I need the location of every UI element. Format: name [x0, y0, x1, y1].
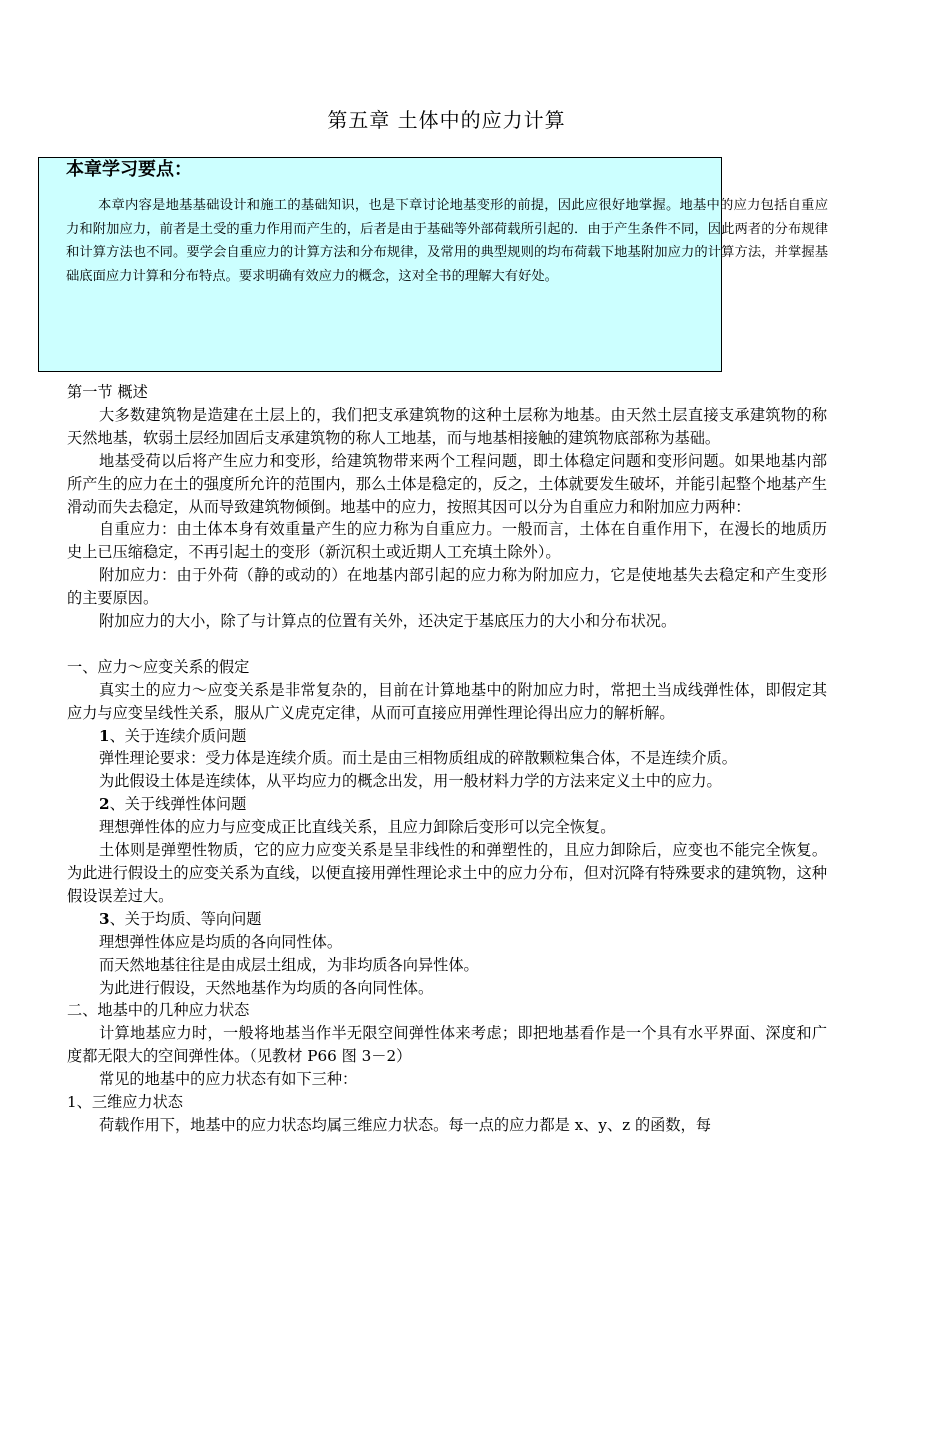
section-heading: 第一节 概述 — [67, 383, 148, 401]
paragraph: 理想弹性体应是均质的各向同性体。 — [99, 932, 342, 951]
paragraph: 地基受荷以后将产生应力和变形，给建筑物带来两个工程问题，即土体稳定问题和变形问题。如果地基内部所产生的应力在土的强度所允许的范围内，那么土体是稳定的，反之，土体就要发生破坏，并能引起整个地基产生滑动而失去稳定，从而导致建筑物倾倒。地基中的应力，按照其因可以分为自重应力和附加应力两种： — [67, 451, 827, 516]
subsection-heading: 一、应力～应变关系的假定 — [67, 657, 250, 676]
paragraph: 常见的地基中的应力状态有如下三种： — [99, 1070, 358, 1089]
item-number: 2 — [99, 795, 110, 814]
paragraph: 土体则是弹塑性物质，它的应力应变关系是呈非线性的和弹塑性的，且应力卸除后，应变也不能完全恢复。为此进行假设土的应变关系为直线，以便直接用弹性理论求土中的应力分布，但对沉降有特殊要求的建筑物，这种假设误差过大。 — [67, 841, 827, 905]
item-heading — [67, 908, 827, 931]
item-number: 3 — [99, 909, 110, 928]
paragraph: 真实土的应力～应变关系是非常复杂的，目前在计算地基中的附加应力时，常把土当成线弹性体，即假定其应力与应变呈线性关系，服从广义虎克定律，从而可直接应用弹性理论得出应力的解析解。 — [67, 680, 827, 722]
paragraph: 为此进行假设，天然地基作为均质的各向同性体。 — [99, 978, 434, 997]
main-content — [67, 381, 827, 1137]
paragraph: 而天然地基往往是由成层土组成，为非均质各向异性体。 — [99, 955, 479, 974]
paragraph: 理想弹性体的应力与应变成正比直线关系，且应力卸除后变形可以完全恢复。 — [99, 818, 616, 837]
item-title: 、关于连续介质问题 — [109, 726, 247, 745]
paragraph: 为此假设土体是连续体，从平均应力的概念出发，用一般材料力学的方法来定义土中的应力。 — [99, 772, 722, 791]
sub-heading: 1、三维应力状态 — [67, 1093, 183, 1112]
item-heading — [67, 793, 827, 816]
subsection-heading: 二、地基中的几种应力状态 — [67, 1001, 250, 1020]
key-points-text: 本章内容是地基基础设计和施工的基础知识，也是下章讨论地基变形的前提，因此应很好地掌握。地基中的应力包括自重应力和附加应力，前者是土受的重力作用而产生的，后者是由于基础等外部荷载所引起的．由于产生条件不同，因此两者的分布规律和计算方法也不同。要学会自重应力的计算方法和分布规律，及常用的典型规则的均布荷载下地基附加应力的计算方法，并掌握基础底面应力计算和分布特点。要求明确有效应力的概念，这对全书的理解大有好处。 — [66, 198, 828, 284]
paragraph: 附加应力：由于外荷（静的或动的）在地基内部引起的应力称为附加应力，它是使地基失去稳定和产生变形的主要原因。 — [67, 566, 827, 608]
key-points-heading: 本章学习要点： — [66, 159, 192, 180]
paragraph: 荷载作用下，地基中的应力状态均属三维应力状态。每一点的应力都是 x、y、z 的函数，每 — [99, 1115, 711, 1134]
paragraph: 计算地基应力时，一般将地基当作半无限空间弹性体来考虑；即把地基看作是一个具有水平界面、深度和广度都无限大的空间弹性体。（见教材 P66 图 3－2） — [67, 1024, 827, 1066]
paragraph: 自重应力：由土体本身有效重量产生的应力称为自重应力。一般而言，土体在自重作用下，在漫长的地质历史上已压缩稳定，不再引起土的变形（新沉积土或近期人工充填土除外）。 — [67, 520, 827, 562]
paragraph: 附加应力的大小，除了与计算点的位置有关外，还决定于基底压力的大小和分布状况。 — [99, 612, 677, 631]
item-title: 、关于均质、等向问题 — [109, 909, 262, 928]
paragraph: 弹性理论要求：受力体是连续介质。而土是由三相物质组成的碎散颗粒集合体，不是连续介质。 — [99, 749, 737, 768]
item-title: 、关于线弹性体问题 — [109, 795, 247, 814]
item-heading — [67, 725, 827, 748]
item-number: 1 — [99, 726, 110, 745]
page-title: 第五章 土体中的应力计算 — [327, 108, 566, 132]
blank-line — [67, 633, 827, 656]
paragraph: 大多数建筑物是造建在土层上的，我们把支承建筑物的这种土层称为地基。由天然土层直接支承建筑物的称天然地基，软弱土层经加固后支承建筑物的称人工地基，而与地基相接触的建筑物底部称为基础。 — [67, 405, 827, 447]
